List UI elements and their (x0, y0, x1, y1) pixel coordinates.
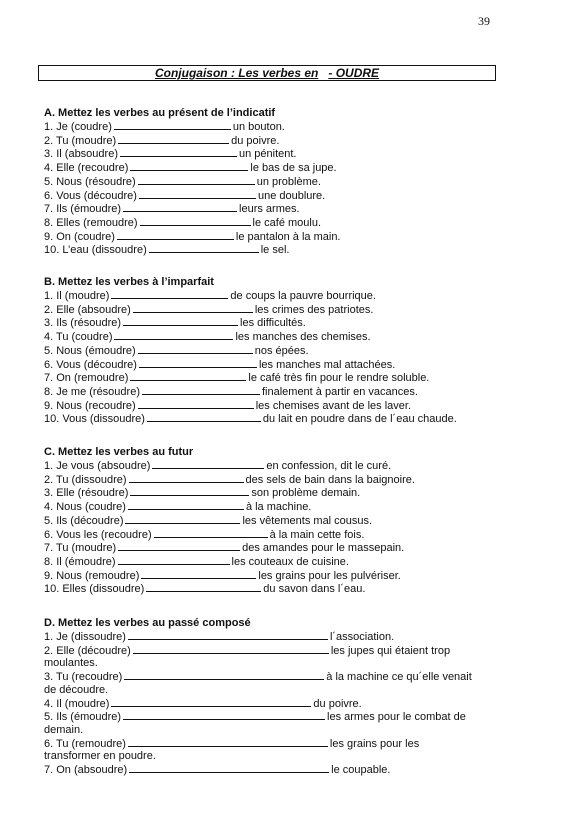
line-ending: les chemises avant de les laver. (255, 399, 412, 412)
answer-blank[interactable] (152, 459, 264, 469)
exercise-line (44, 385, 524, 399)
line-prompt: 2. Elle (découdre) (44, 644, 131, 657)
line-ending: les grains pour les (329, 737, 420, 750)
line-prompt: 8. Il (émoudre) (44, 555, 116, 568)
line-ending: les armes pour le combat de (327, 711, 466, 724)
line-prompt: 1. Je (coudre) (44, 121, 112, 133)
exercise-line (44, 120, 524, 134)
exercise-line (44, 189, 524, 203)
answer-blank[interactable] (114, 120, 231, 130)
exercise-line (44, 737, 524, 751)
answer-blank[interactable] (154, 528, 268, 538)
line-prompt: 4. Elle (recoudre) (44, 162, 129, 175)
line-prompt: 4. Tu (coudre) (44, 331, 113, 344)
answer-blank[interactable] (117, 230, 234, 240)
exercise-section-b (44, 276, 524, 426)
answer-blank[interactable] (118, 541, 240, 551)
line-prompt: 5. Nous (émoudre) (44, 344, 136, 357)
answer-blank[interactable] (123, 710, 325, 720)
exercise-section-c (44, 446, 524, 596)
line-ending: en confession, dit le curé. (266, 460, 392, 472)
line-prompt: 8. Je me (résoudre) (44, 385, 140, 398)
line-continuation: demain. (44, 723, 84, 736)
exercise-line (44, 528, 524, 542)
exercise-line (44, 175, 524, 189)
answer-blank[interactable] (124, 670, 324, 680)
answer-blank[interactable] (146, 582, 261, 592)
section-heading: C. Mettez les verbes au futur (44, 446, 194, 458)
answer-blank[interactable] (128, 630, 328, 640)
line-prompt: 10. Elles (dissoudre) (44, 583, 145, 596)
line-ending: du savon dans l´eau. (263, 583, 366, 596)
line-ending: un bouton. (232, 121, 285, 133)
answer-blank[interactable] (141, 569, 256, 579)
line-ending: son problème demain. (251, 487, 361, 500)
answer-blank[interactable] (149, 243, 259, 253)
exercise-line (44, 412, 524, 426)
line-prompt: 7. On (remoudre) (44, 372, 129, 385)
exercise-line (44, 216, 524, 230)
answer-blank[interactable] (138, 399, 254, 409)
line-prompt: 6. Vous les (recoudre) (44, 528, 152, 541)
exercise-line (44, 147, 524, 161)
exercise-line-continuation (44, 657, 524, 670)
answer-blank[interactable] (114, 330, 233, 340)
exercise-line (44, 555, 524, 569)
line-prompt: 9. Nous (recoudre) (44, 399, 136, 412)
answer-blank[interactable] (129, 763, 329, 773)
exercise-line (44, 303, 524, 317)
exercise-line (44, 399, 524, 413)
answer-blank[interactable] (123, 316, 238, 326)
answer-blank[interactable] (123, 202, 237, 212)
exercise-line (44, 569, 524, 583)
line-prompt: 3. Ils (résoudre) (44, 317, 122, 330)
answer-blank[interactable] (111, 697, 311, 707)
exercise-line (44, 459, 524, 473)
exercise-line (44, 486, 524, 500)
line-continuation: transformer en poudre. (44, 750, 156, 763)
answer-blank[interactable] (139, 358, 257, 368)
line-ending: finalement à partir en vacances. (261, 385, 418, 398)
exercise-line (44, 230, 524, 244)
line-ending: le bas de sa jupe. (250, 162, 337, 175)
line-prompt: 3. Elle (résoudre) (44, 487, 129, 500)
line-prompt: 2. Tu (dissoudre) (44, 473, 127, 486)
exercise-line (44, 371, 524, 385)
line-ending: le pantalon à la main. (235, 230, 341, 243)
line-prompt: 7. Tu (moudre) (44, 542, 117, 555)
line-ending: du lait en poudre dans de l´eau chaude. (262, 413, 457, 426)
line-prompt: 7. On (absoudre) (44, 764, 128, 777)
line-ending: les manches des chemises. (235, 331, 371, 344)
line-ending: les grains pour les pulvériser. (258, 569, 401, 582)
answer-blank[interactable] (130, 486, 249, 496)
line-ending: nos épées. (254, 344, 309, 357)
exercise-line (44, 763, 524, 777)
line-ending: les vêtements mal cousus. (242, 514, 373, 527)
line-prompt: 2. Tu (moudre) (44, 134, 117, 147)
answer-blank[interactable] (142, 385, 260, 395)
answer-blank[interactable] (128, 737, 328, 747)
title-prefix: Conjugaison : Les verbes en (154, 66, 319, 80)
line-prompt: 9. On (coudre) (44, 230, 115, 243)
exercise-line (44, 514, 524, 528)
exercise-line (44, 500, 524, 514)
line-prompt: 6. Vous (découdre) (44, 189, 137, 202)
line-prompt: 1. Je (dissoudre) (44, 631, 126, 643)
exercise-line (44, 582, 524, 596)
exercise-line (44, 161, 524, 175)
line-prompt: 5. Ils (découdre) (44, 514, 124, 527)
answer-blank[interactable] (138, 175, 255, 185)
line-prompt: 4. Il (moudre) (44, 697, 110, 710)
line-prompt: 3. Tu (recoudre) (44, 671, 123, 684)
line-ending: à la machine. (245, 501, 312, 514)
exercise-line (44, 316, 524, 330)
exercise-line (44, 697, 524, 711)
answer-blank[interactable] (129, 473, 244, 483)
line-ending: les difficultés. (240, 317, 306, 330)
line-continuation: de découdre. (44, 683, 109, 696)
answer-blank[interactable] (118, 555, 230, 565)
answer-blank[interactable] (130, 371, 246, 381)
line-prompt: 3. Il (absoudre) (44, 148, 118, 161)
line-ending: les crimes des patriotes. (254, 303, 374, 316)
line-ending: l´association. (329, 631, 395, 643)
line-ending: de coups la pauvre bourrique. (230, 290, 376, 302)
line-ending: des sels de bain dans la baignoire. (245, 473, 415, 486)
exercise-line (44, 644, 524, 658)
line-ending: du poivre. (231, 134, 280, 147)
line-prompt: 2. Elle (absoudre) (44, 303, 131, 316)
section-heading: B. Mettez les verbes à l’imparfait (44, 276, 214, 288)
exercise-section-a (44, 107, 524, 257)
line-prompt: 10. Vous (dissoudre) (44, 413, 145, 426)
line-prompt: 4. Nous (coudre) (44, 501, 126, 514)
exercise-line (44, 330, 524, 344)
exercise-line-continuation (44, 684, 524, 697)
answer-blank[interactable] (120, 147, 237, 157)
answer-blank[interactable] (140, 216, 251, 226)
exercise-line (44, 541, 524, 555)
answer-blank[interactable] (125, 514, 240, 524)
line-ending: à la machine ce qu´elle venait (326, 671, 472, 684)
line-ending: à la main cette fois. (269, 528, 365, 541)
exercise-line (44, 358, 524, 372)
line-ending: le coupable. (331, 764, 391, 777)
line-ending: leurs armes. (239, 203, 300, 216)
line-prompt: 8. Elles (remoudre) (44, 216, 138, 229)
page-title (38, 65, 496, 81)
exercise-line (44, 243, 524, 257)
exercise-line (44, 134, 524, 148)
exercise-line (44, 670, 524, 684)
line-prompt: 9. Nous (remoudre) (44, 569, 140, 582)
exercise-line (44, 473, 524, 487)
line-prompt: 10. L’eau (dissoudre) (44, 244, 147, 257)
answer-blank[interactable] (139, 189, 256, 199)
line-prompt: 5. Nous (résoudre) (44, 175, 136, 188)
line-ending: le sel. (260, 244, 290, 257)
title-suffix: - OUDRE (328, 66, 380, 80)
answer-blank[interactable] (147, 412, 261, 422)
line-ending: du poivre. (313, 697, 362, 710)
line-ending: une doublure. (257, 189, 326, 202)
answer-blank[interactable] (133, 644, 329, 654)
answer-blank[interactable] (133, 303, 253, 313)
exercise-line (44, 710, 524, 724)
answer-blank[interactable] (128, 500, 244, 510)
section-heading: A. Mettez les verbes au présent de l’indicatif (44, 107, 276, 119)
exercise-section-d (44, 617, 524, 777)
line-prompt: 5. Ils (émoudre) (44, 711, 122, 724)
line-ending: le café très fin pour le rendre soluble. (248, 372, 430, 385)
answer-blank[interactable] (130, 161, 248, 171)
line-ending: les couteaux de cuisine. (231, 555, 349, 568)
line-prompt: 1. Je vous (absoudre) (44, 460, 151, 472)
section-heading: D. Mettez les verbes au passé composé (44, 617, 251, 629)
line-ending: les jupes qui étaient trop (330, 644, 451, 657)
line-ending: un pénitent. (238, 148, 297, 161)
exercise-line (44, 630, 524, 644)
line-prompt: 6. Vous (découdre) (44, 358, 137, 371)
line-ending: un problème. (256, 175, 321, 188)
line-ending: le café moulu. (252, 216, 322, 229)
line-prompt: 6. Tu (remoudre) (44, 737, 126, 750)
line-continuation: moulantes. (44, 657, 98, 670)
exercise-line (44, 344, 524, 358)
line-ending: des amandes pour le massepain. (242, 542, 405, 555)
answer-blank[interactable] (118, 134, 229, 144)
line-ending: les manches mal attachées. (258, 358, 396, 371)
line-prompt: 1. Il (moudre) (44, 290, 110, 302)
answer-blank[interactable] (138, 344, 253, 354)
exercise-line-continuation (44, 724, 524, 737)
exercise-line (44, 289, 524, 303)
line-prompt: 7. Ils (émoudre) (44, 203, 122, 216)
exercise-line-continuation (44, 750, 524, 763)
answer-blank[interactable] (111, 289, 228, 299)
page-number: 39 (478, 14, 490, 28)
exercise-line (44, 202, 524, 216)
